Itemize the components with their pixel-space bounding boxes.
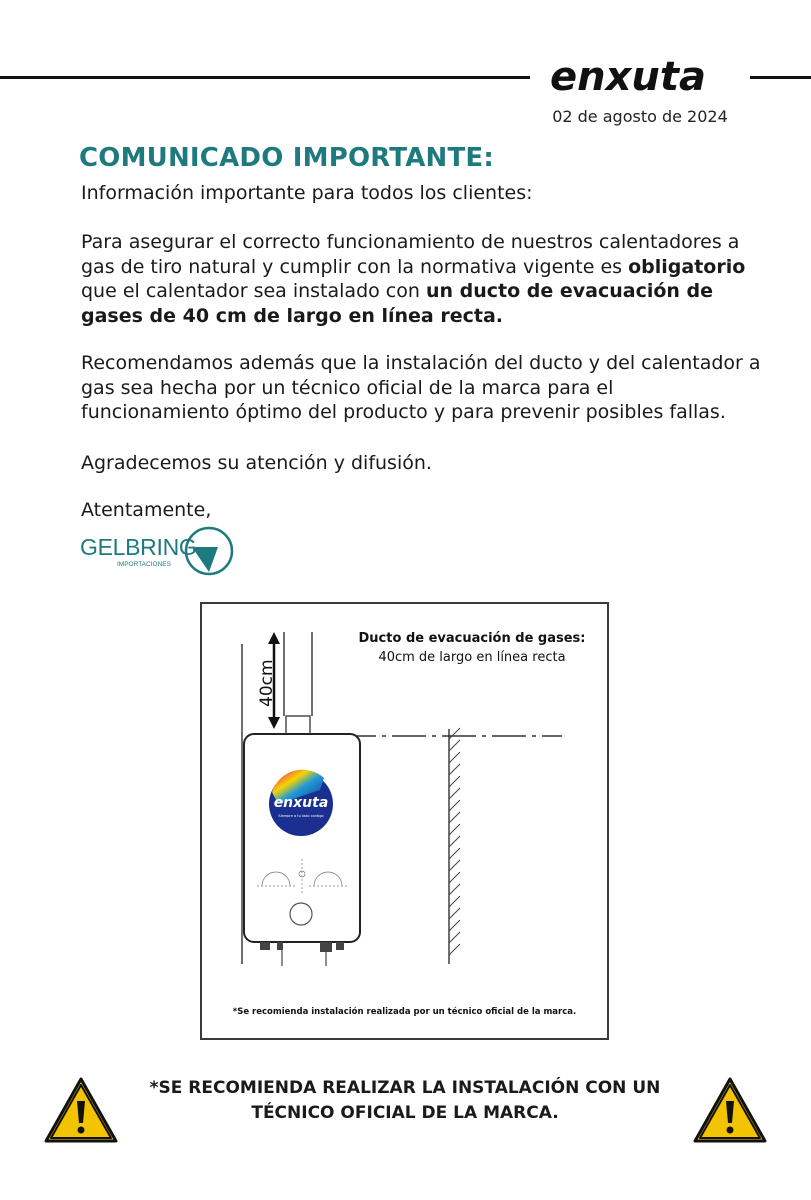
footer-warning: *SE RECOMIENDA REALIZAR LA INSTALACIÓN CON UN TÉCNICO OFICIAL DE LA MARCA. xyxy=(149,1078,661,1123)
paragraph-requirement-part2: que el calentador sea instalado con xyxy=(81,280,426,302)
gelbring-logo-sub: IMPORTACIONES xyxy=(117,561,171,568)
header-rule-left xyxy=(0,76,530,79)
page-title: COMUNICADO IMPORTANTE: xyxy=(79,143,494,173)
gelbring-logo-name: GELBRING xyxy=(80,534,197,560)
intro-text: Información importante para todos los clientes: xyxy=(81,182,533,204)
heater-logo-tagline: Siempre a tu lado contigo xyxy=(278,814,324,818)
diagram-title: Ducto de evacuación de gases: xyxy=(358,631,586,646)
installation-diagram xyxy=(200,602,609,1040)
heater-logo-text: enxuta xyxy=(273,795,329,811)
duct-collar xyxy=(286,716,310,734)
document-date: 02 de agosto de 2024 xyxy=(552,107,728,126)
paragraph-thanks: Agradecemos su atención y difusión. xyxy=(81,452,432,474)
paragraph-requirement-part1: Para asegurar el correcto funcionamiento de nuestros calentadores a gas de tiro natural y cumplir con la normativa vigente es xyxy=(81,231,740,278)
gelbring-emblem-icon xyxy=(80,524,240,580)
warning-icon xyxy=(692,1075,768,1145)
paragraph-requirement xyxy=(81,230,761,328)
paragraph-requirement-bold1: obligatorio xyxy=(628,255,746,278)
dimension-label: 40cm xyxy=(257,659,277,707)
dimension-arrow-head-bottom xyxy=(268,717,280,729)
heater-fittings xyxy=(260,942,344,952)
brand-logo-text: enxuta xyxy=(550,54,706,100)
warning-icon xyxy=(43,1075,119,1145)
enxuta-logo xyxy=(548,48,738,104)
header-rule-right xyxy=(750,76,811,79)
paragraph-recommendation: Recomendamos además que la instalación del ducto y del calentador a gas sea hecha por un técnico oficial de la marca para el funcionamiento óptimo del producto y para prevenir posibles fallas. xyxy=(81,352,761,423)
dimension-arrow-head-top xyxy=(268,632,280,644)
paragraph-closing: Atentamente, xyxy=(81,499,212,521)
heater-body xyxy=(244,734,360,942)
wall-hatching xyxy=(449,728,460,955)
paragraph-requirement-bold2: un ducto de evacuación de gases de 40 cm de largo en línea recta. xyxy=(81,280,714,327)
diagram-footnote: *Se recomienda instalación realizada por un técnico oficial de la marca. xyxy=(232,1007,577,1017)
diagram-subtitle: 40cm de largo en línea recta xyxy=(378,650,566,665)
